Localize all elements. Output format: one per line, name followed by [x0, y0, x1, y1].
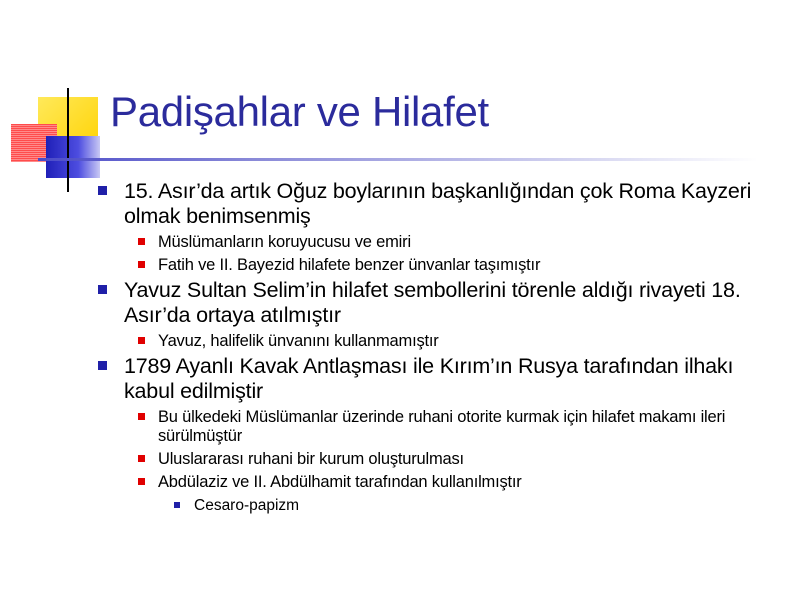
bullet-text: Yavuz, halifelik ünvanını kullanmamıştır: [158, 332, 439, 350]
bullet-item: [96, 278, 786, 328]
sub-bullet-item: [96, 233, 786, 252]
bullet-item: [96, 179, 786, 229]
sub-bullet-item: [96, 408, 786, 446]
square-bullet-icon: [98, 186, 107, 195]
bullet-text: Fatih ve II. Bayezid hilafete benzer ünvanlar taşımıştır: [158, 256, 541, 274]
square-bullet-icon: [98, 285, 107, 294]
sub-bullet-item: [96, 332, 786, 351]
square-bullet-icon: [138, 238, 145, 245]
bullet-text: 15. Asır’da artık Oğuz boylarının başkanlığından çok Roma Kayzeri olmak benimsenmiş: [124, 179, 752, 228]
sub-bullet-item: [96, 450, 786, 469]
bullet-text: Yavuz Sultan Selim’in hilafet sembollerini törenle aldığı rivayeti 18. Asır’da ortaya atılmıştır: [124, 278, 741, 327]
bullet-item: [96, 354, 786, 404]
bullet-text: 1789 Ayanlı Kavak Antlaşması ile Kırım’ın Rusya tarafından ilhakı kabul edilmiştir: [124, 354, 734, 403]
square-bullet-icon: [98, 361, 107, 370]
sub-bullet-item: [96, 473, 786, 492]
vertical-line-decoration: [67, 88, 69, 192]
sub-sub-bullet-item: [96, 496, 786, 515]
bullet-text: Cesaro-papizm: [194, 497, 300, 514]
square-bullet-icon: [138, 337, 145, 344]
square-bullet-icon: [138, 261, 145, 268]
bullet-text: Bu ülkedeki Müslümanlar üzerinde ruhani otorite kurmak için hilafet makamı ileri sürülmüştür: [158, 408, 726, 445]
square-bullet-icon: [174, 502, 180, 508]
square-bullet-icon: [138, 413, 145, 420]
bullet-text: Uluslararası ruhani bir kurum oluşturulması: [158, 450, 464, 468]
bullet-list: [96, 176, 786, 515]
sub-bullet-item: [96, 256, 786, 275]
slide-title: Padişahlar ve Hilafet: [110, 88, 489, 135]
square-bullet-icon: [138, 478, 145, 485]
bullet-text: Müslümanların koruyucusu ve emiri: [158, 233, 411, 251]
square-bullet-icon: [138, 455, 145, 462]
blue-square-decoration: [46, 136, 100, 178]
title-underline: [38, 158, 758, 161]
bullet-text: Abdülaziz ve II. Abdülhamit tarafından kullanılmıştır: [158, 473, 522, 491]
